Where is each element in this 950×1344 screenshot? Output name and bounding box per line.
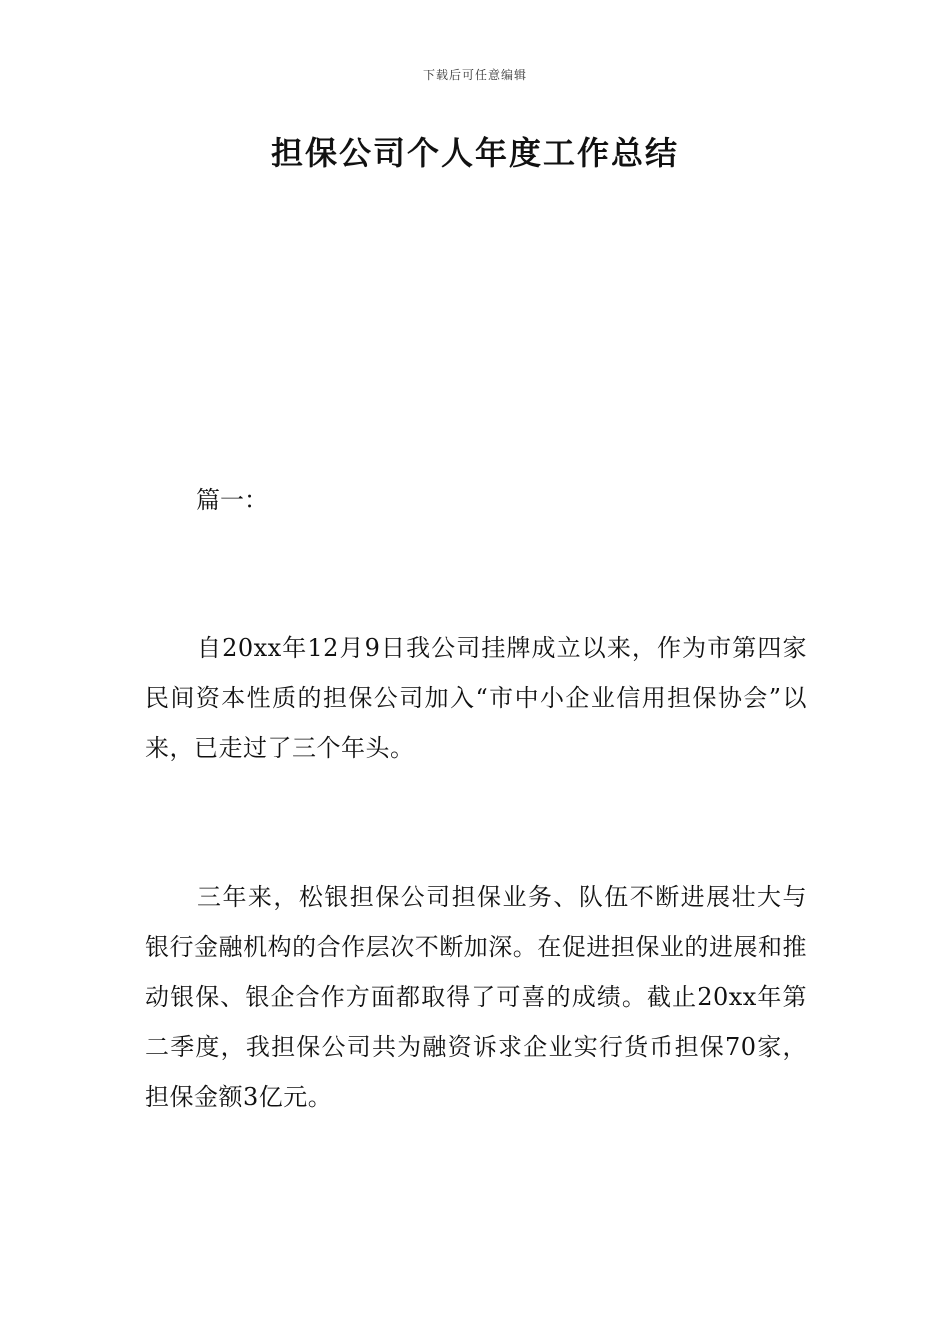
- paragraph-1: 自20xx年12月9日我公司挂牌成立以来，作为市第四家民间资本性质的担保公司加入“市中小企业信用担保协会”以来，已走过了三个年头。: [145, 634, 807, 762]
- paragraph-2: 三年来，松银担保公司担保业务、队伍不断进展壮大与银行金融机构的合作层次不断加深。在促进担保业的进展和推动银保、银企合作方面都取得了可喜的成绩。截止20xx年第二季度，我担保公司共为融资诉求企业实行货币担保70家，担保金额3亿元。: [145, 883, 807, 1111]
- section-heading: 篇一：: [196, 486, 268, 514]
- header-note: 下载后可任意编辑: [422, 68, 527, 82]
- document-title: 担保公司个人年度工作总结: [270, 134, 679, 172]
